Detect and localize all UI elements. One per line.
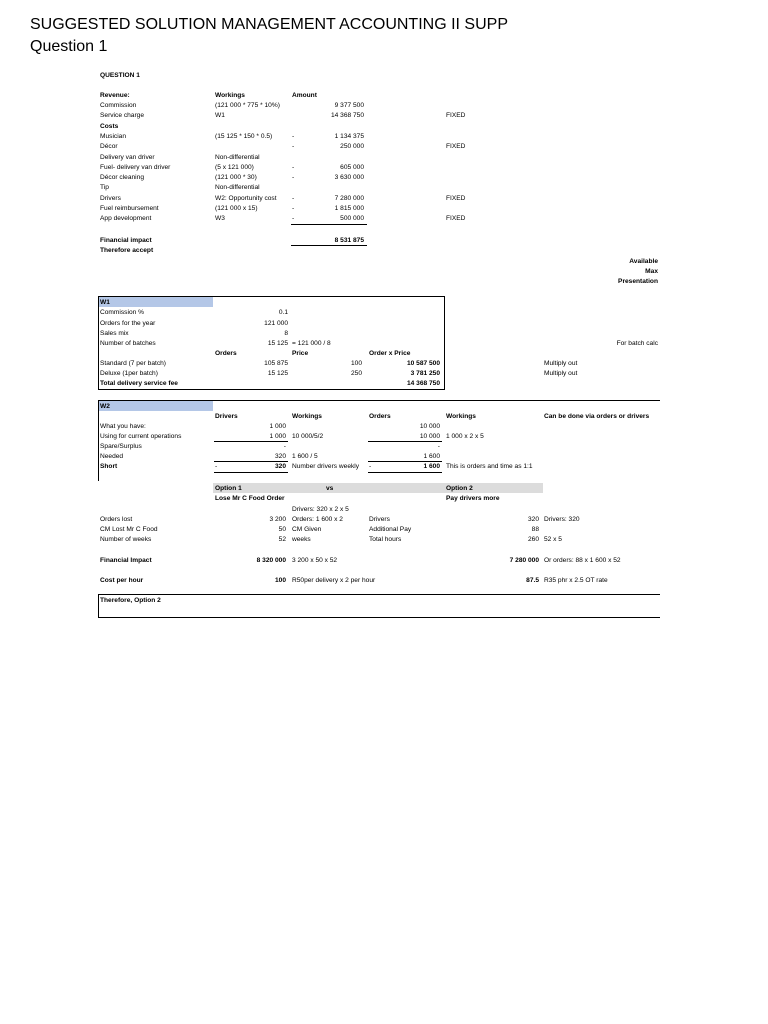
- w1-price-header: Price: [292, 350, 309, 357]
- option1-title: Option 1: [215, 485, 242, 492]
- w2-short-dash: -: [215, 463, 218, 470]
- q1-row-label: Musician: [100, 133, 127, 140]
- q1-row-working: W1: [215, 112, 225, 119]
- opt-value1: 52: [278, 536, 286, 543]
- total-rule: [291, 224, 367, 225]
- option1-subtitle: Lose Mr C Food Order: [215, 495, 285, 502]
- fin-impact-option2: 7 280 000: [509, 557, 539, 564]
- q1-row-label: Fuel- delivery van driver: [100, 164, 171, 171]
- fin-impact-label: Financial Impact: [100, 557, 152, 564]
- w2-row-drivers: 320: [274, 453, 286, 460]
- q1-row-amount: 605 000: [340, 164, 364, 171]
- w2-row-working: 10 000/5/2: [292, 433, 324, 440]
- q1-row-working: (15 125 * 150 * 0.5): [215, 133, 273, 140]
- q1-row-dash: -: [292, 215, 295, 222]
- w1-order-x-price-header: Order x Price: [369, 350, 411, 357]
- q1-row-dash: -: [292, 174, 295, 181]
- w2-row-orders: 10 000: [419, 423, 440, 430]
- cost-per-hour-label: Cost per hour: [100, 577, 144, 584]
- q1-heading: QUESTION 1: [100, 72, 140, 79]
- cost-per-hour-option2: 87.5: [526, 577, 539, 584]
- conclusion-top-rule: [98, 594, 660, 595]
- q1-row-amount: 250 000: [340, 143, 364, 150]
- w2-short-dash: -: [369, 463, 372, 470]
- q1-row-working: (121 000 x 15): [215, 205, 258, 212]
- q1-financial-impact-label: Financial impact: [100, 237, 152, 244]
- drivers-calc: Drivers: 320 x 2 x 5: [292, 506, 349, 513]
- w1-row-label: Sales mix: [100, 330, 129, 337]
- opt-value1: 50: [278, 526, 286, 533]
- w2-row-orders: 1 600: [423, 463, 440, 470]
- w1-row-value: 8: [284, 330, 288, 337]
- w1-total-value: 14 368 750: [406, 380, 440, 387]
- q1-row-working: (121 000 * 30): [215, 174, 257, 181]
- opt-working1: Orders: 1 600 x 2: [292, 516, 343, 523]
- q1-row-amount: 9 377 500: [334, 102, 364, 109]
- w2-left-rule: [98, 400, 99, 481]
- q1-row-amount: 7 280 000: [334, 195, 364, 202]
- w2-row-label: What you have:: [100, 423, 146, 430]
- w1-heading: W1: [100, 299, 110, 306]
- w2-orders-header: Orders: [369, 413, 391, 420]
- w2-row-working2: 1 000 x 2 x 5: [446, 433, 484, 440]
- q1-workings-header: Workings: [215, 92, 245, 99]
- w1-heading-fill: [99, 297, 213, 307]
- conclusion-left-rule: [98, 594, 99, 618]
- q1-row-working: (121 000 * 775 * 10%): [215, 102, 280, 109]
- cost-per-hour-working2: R35 phr x 2.5 OT rate: [544, 577, 608, 584]
- w1-line-note: Multiply out: [544, 360, 578, 367]
- w1-line-orders: 105 875: [264, 360, 288, 367]
- q1-row-working: Non-differential: [215, 184, 260, 191]
- w1-row-label: Commission %: [100, 309, 144, 316]
- total-rule: [291, 245, 367, 246]
- opt-label2: Total hours: [369, 536, 402, 543]
- q1-row-label: Drivers: [100, 195, 121, 202]
- q1-costs-label: Costs: [100, 123, 119, 130]
- q1-row-working: (5 x 121 000): [215, 164, 254, 171]
- q1-row-label: Commission: [100, 102, 137, 109]
- opt-value2: 88: [531, 526, 539, 533]
- w1-line-price: 100: [350, 360, 362, 367]
- q1-row-working: W2: Opportunity cost: [215, 195, 277, 202]
- w1-row-value: 121 000: [264, 320, 288, 327]
- cost-per-hour-option1: 100: [274, 577, 286, 584]
- opt-working2: Drivers: 320: [544, 516, 580, 523]
- q1-row-amount: 1 134 375: [334, 133, 364, 140]
- w2-conclusion: Therefore, Option 2: [100, 597, 161, 604]
- q1-row-note: FIXED: [446, 112, 466, 119]
- w2-drivers-header: Drivers: [215, 413, 238, 420]
- w1-orders-header: Orders: [215, 350, 237, 357]
- w2-row-label: Spare/Surplus: [100, 443, 142, 450]
- q1-row-label: Fuel reimbursement: [100, 205, 159, 212]
- opt-label2: Drivers: [369, 516, 390, 523]
- q1-row-label: Delivery van driver: [100, 154, 155, 161]
- w2-row-label: Using for current operations: [100, 433, 182, 440]
- opt-value2: 260: [527, 536, 539, 543]
- q1-row-dash: -: [292, 205, 295, 212]
- w1-line-total: 10 587 500: [406, 360, 440, 367]
- w2-row-drivers: 1 000: [269, 433, 286, 440]
- w2-row-working2: This is orders and time as 1:1: [446, 463, 533, 470]
- opt-value1: 3 200: [269, 516, 286, 523]
- side-note: Available: [629, 258, 658, 265]
- q1-amount-header: Amount: [292, 92, 317, 99]
- w2-row-label: Needed: [100, 453, 124, 460]
- option2-title: Option 2: [446, 485, 473, 492]
- q1-row-label: Service charge: [100, 112, 144, 119]
- document-subtitle: Question 1: [30, 38, 108, 55]
- w2-row-label: Short: [100, 463, 118, 470]
- conclusion-bottom-rule: [98, 617, 660, 618]
- q1-financial-impact-value: 8 531 875: [334, 237, 364, 244]
- w2-row-drivers: -: [283, 443, 286, 450]
- w2-heading-fill: [99, 401, 213, 411]
- opt-working2: 52 x 5: [544, 536, 562, 543]
- w2-row-orders: -: [437, 443, 440, 450]
- w2-workings-header: Workings: [292, 413, 322, 420]
- q1-row-dash: -: [292, 133, 295, 140]
- w2-heading: W2: [100, 403, 110, 410]
- side-note: Presentation: [618, 278, 658, 285]
- w1-row-value: 0.1: [278, 309, 288, 316]
- option2-subtitle: Pay drivers more: [446, 495, 500, 502]
- side-note: Max: [645, 268, 658, 275]
- q1-row-note: FIXED: [446, 195, 466, 202]
- q1-row-dash: -: [292, 164, 295, 171]
- q1-row-label: Décor cleaning: [100, 174, 144, 181]
- q1-row-label: App development: [100, 215, 152, 222]
- w1-line-total: 3 781 250: [410, 370, 440, 377]
- w1-row-extra: = 121 000 / 8: [292, 340, 331, 347]
- options-band: [213, 483, 543, 493]
- w2-workings2-header: Workings: [446, 413, 476, 420]
- q1-row-label: Tip: [100, 184, 109, 191]
- opt-label1: CM Lost Mr C Food: [100, 526, 158, 533]
- w2-row-orders: 10 000: [419, 433, 440, 440]
- q1-conclusion: Therefore accept: [100, 247, 154, 254]
- w2-note-header: Can be done via orders or drivers: [544, 413, 650, 420]
- w2-row-working: Number drivers weekly: [292, 463, 360, 470]
- q1-row-amount: 1 815 000: [334, 205, 364, 212]
- q1-row-note: FIXED: [446, 215, 466, 222]
- opt-label1: Number of weeks: [100, 536, 152, 543]
- w1-line-label: Deluxe (1per batch): [100, 370, 158, 377]
- fin-impact-working2: Or orders: 88 x 1 600 x 52: [544, 557, 621, 564]
- w1-line-price: 250: [350, 370, 362, 377]
- q1-row-amount: 3 630 000: [334, 174, 364, 181]
- q1-row-dash: -: [292, 143, 295, 150]
- w1-line-orders: 15 125: [267, 370, 288, 377]
- q1-row-label: Décor: [100, 143, 118, 150]
- w2-rule: [214, 472, 288, 473]
- opt-label1: Orders lost: [100, 516, 133, 523]
- q1-row-note: FIXED: [446, 143, 466, 150]
- w2-rule: [368, 472, 442, 473]
- q1-row-working: Non-differential: [215, 154, 260, 161]
- fin-impact-working1: 3 200 x 50 x 52: [292, 557, 338, 564]
- w2-row-drivers: 320: [274, 463, 286, 470]
- opt-working1: CM Given: [292, 526, 322, 533]
- q1-row-amount: 14 368 750: [330, 112, 364, 119]
- w1-row-label: Orders for the year: [100, 320, 156, 327]
- q1-row-amount: 500 000: [340, 215, 364, 222]
- opt-label2: Additional Pay: [369, 526, 412, 533]
- document-title: SUGGESTED SOLUTION MANAGEMENT ACCOUNTING II SUPP: [30, 16, 508, 33]
- w2-row-orders: 1 600: [423, 453, 440, 460]
- w1-total-label: Total delivery service fee: [100, 380, 178, 387]
- w1-batch-note: For batch calc: [616, 340, 658, 347]
- w1-row-label: Number of batches: [100, 340, 156, 347]
- w2-row-drivers: 1 000: [269, 423, 286, 430]
- opt-working1: weeks: [292, 536, 311, 543]
- q1-revenue-header: Revenue:: [100, 92, 130, 99]
- q1-row-dash: -: [292, 195, 295, 202]
- cost-per-hour-working1: R50per delivery x 2 per hour: [292, 577, 376, 584]
- fin-impact-option1: 8 320 000: [256, 557, 286, 564]
- opt-value2: 320: [527, 516, 539, 523]
- w1-row-value: 15 125: [267, 340, 288, 347]
- options-vs: vs: [326, 485, 334, 492]
- w2-row-working: 1 600 / 5: [292, 453, 318, 460]
- w1-line-label: Standard (7 per batch): [100, 360, 166, 367]
- q1-row-working: W3: [215, 215, 225, 222]
- w1-line-note: Multiply out: [544, 370, 578, 377]
